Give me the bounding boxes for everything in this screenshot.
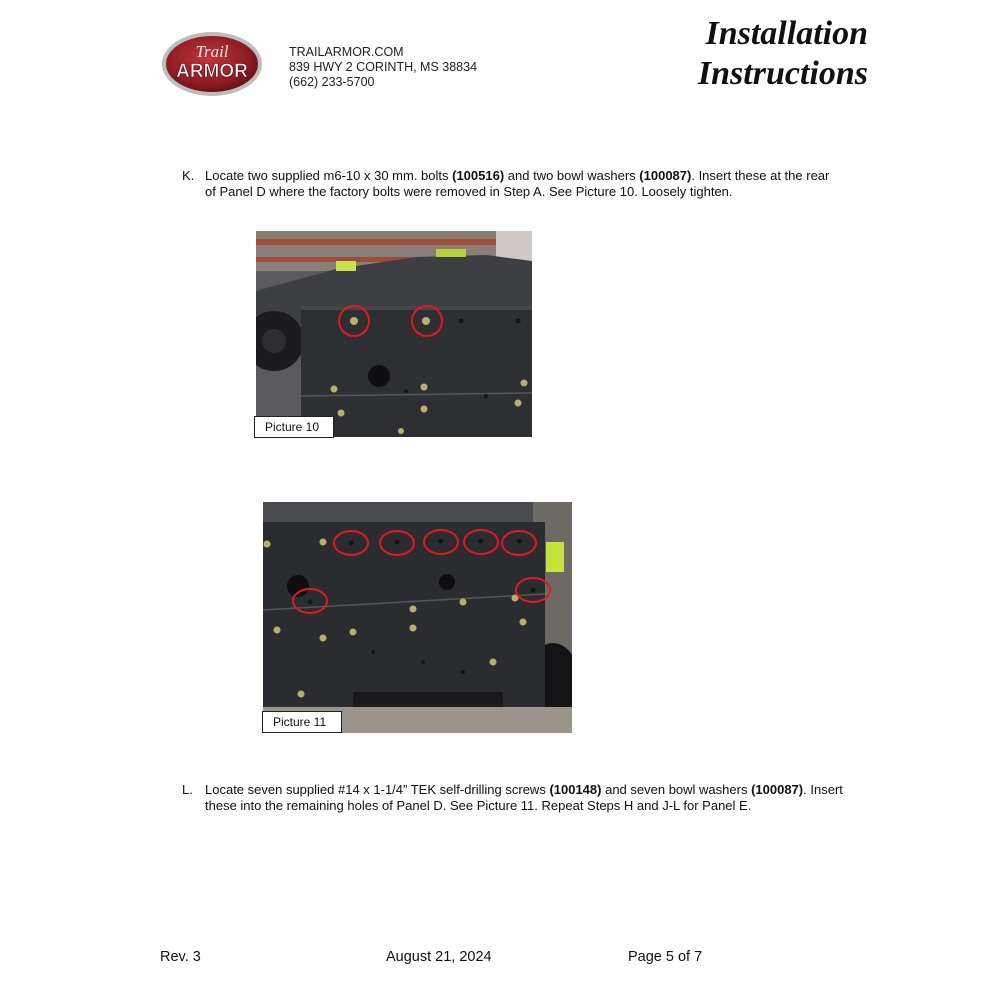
company-phone: (662) 233-5700 (289, 75, 375, 89)
step-k-text-part: Locate two supplied m6-10 x 30 mm. bolts (205, 168, 453, 183)
footer-date: August 21, 2024 (386, 949, 492, 965)
step-l-letter: L. (182, 782, 193, 797)
step-l (182, 782, 852, 814)
trail-armor-logo (160, 30, 264, 98)
logo-text-bottom: ARMOR (176, 61, 248, 82)
footer-revision: Rev. 3 (160, 949, 201, 965)
part-number-screw: (100148) (549, 782, 602, 797)
company-website: TRAILARMOR.COM (289, 45, 404, 59)
step-l-text-part: Locate seven supplied #14 x 1-1/4” TEK self-drilling screws (205, 782, 550, 797)
part-number-washer: (100087) (751, 782, 804, 797)
panel-photo-image (256, 231, 532, 437)
step-k-text (205, 168, 832, 200)
step-l-text (205, 782, 852, 814)
picture-10-photo (256, 231, 532, 437)
company-info (289, 45, 477, 90)
company-address: 839 HWY 2 CORINTH, MS 38834 (289, 60, 478, 74)
document-title-line2: Instructions (697, 55, 868, 92)
picture-11-photo (263, 502, 572, 733)
footer-page-number: Page 5 of 7 (628, 949, 703, 965)
logo-badge-icon (160, 30, 264, 98)
panel-photo-image (263, 502, 572, 733)
step-k (182, 168, 832, 200)
step-k-text-part: . Insert these at the rear of Panel D where the factory bolts were removed in Step A. See Picture 10. Loosely tighten. (205, 168, 830, 199)
step-k-letter: K. (182, 168, 195, 183)
logo-text-top: Trail (195, 42, 229, 61)
step-k-text-part: and two bowl washers (504, 168, 640, 183)
document-title (698, 14, 868, 94)
document-title-line1: Installation (705, 15, 868, 52)
part-number-bolt: (100516) (452, 168, 505, 183)
picture-10-caption: Picture 10 (254, 416, 334, 438)
part-number-washer: (100087) (639, 168, 692, 183)
step-l-text-part: and seven bowl washers (601, 782, 752, 797)
picture-11-caption: Picture 11 (262, 711, 342, 733)
step-l-text-part: . Insert these into the remaining holes of Panel D. See Picture 11. Repeat Steps H and J-L for Panel E. (205, 782, 843, 813)
